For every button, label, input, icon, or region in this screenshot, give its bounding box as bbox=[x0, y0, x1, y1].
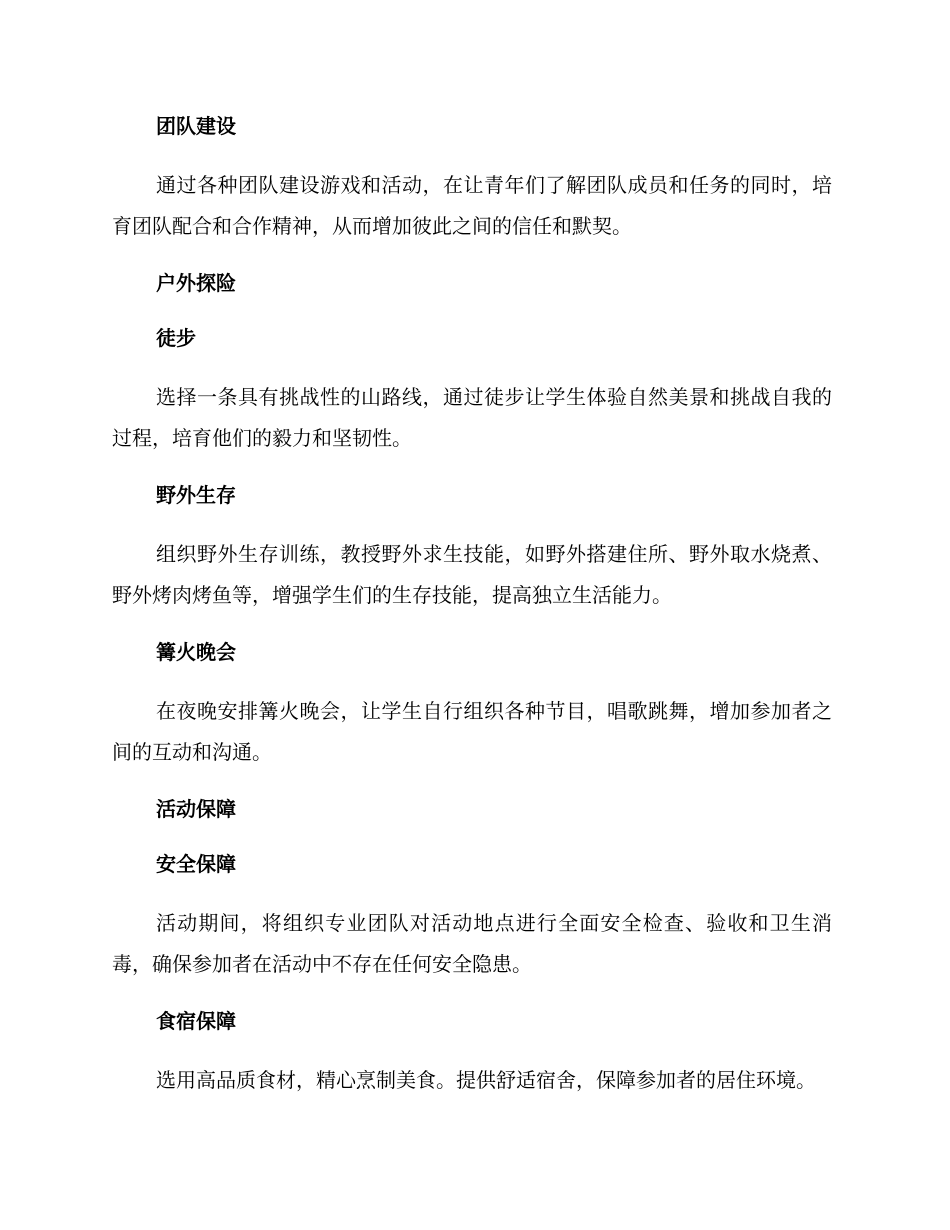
section-heading-outdoor-adventure: 户外探险 bbox=[156, 271, 236, 295]
paragraph-safety: 活动期间，将组织专业团队对活动地点进行全面安全检查、验收和卫生消毒，确保参加者在活动中不存在任何安全隐患。 bbox=[112, 911, 832, 976]
paragraph-bonfire-party: 在夜晚安排篝火晚会，让学生自行组织各种节目，唱歌跳舞，增加参加者之间的互动和沟通。 bbox=[112, 699, 832, 764]
document-content bbox=[112, 110, 832, 1101]
section-heading-activity-support: 活动保障 bbox=[156, 797, 236, 821]
paragraph-hiking: 选择一条具有挑战性的山路线，通过徒步让学生体验自然美景和挑战自我的过程，培育他们的毅力和坚韧性。 bbox=[112, 385, 832, 450]
subheading-food-lodging: 食宿保障 bbox=[156, 1009, 236, 1033]
subheading-hiking: 徒步 bbox=[156, 326, 196, 350]
subheading-wilderness-survival: 野外生存 bbox=[156, 483, 236, 507]
paragraph-food-lodging: 选用高品质食材，精心烹制美食。提供舒适宿舍，保障参加者的居住环境。 bbox=[156, 1068, 816, 1092]
subheading-bonfire-party: 篝火晚会 bbox=[156, 640, 236, 664]
subheading-safety: 安全保障 bbox=[156, 852, 236, 876]
paragraph-team-building: 通过各种团队建设游戏和活动，在让青年们了解团队成员和任务的同时，培育团队配合和合作精神，从而增加彼此之间的信任和默契。 bbox=[112, 173, 832, 238]
paragraph-wilderness-survival: 组织野外生存训练，教授野外求生技能，如野外搭建住所、野外取水烧煮、野外烤肉烤鱼等，增强学生们的生存技能，提高独立生活能力。 bbox=[112, 542, 832, 607]
section-heading-team-building: 团队建设 bbox=[156, 114, 236, 138]
